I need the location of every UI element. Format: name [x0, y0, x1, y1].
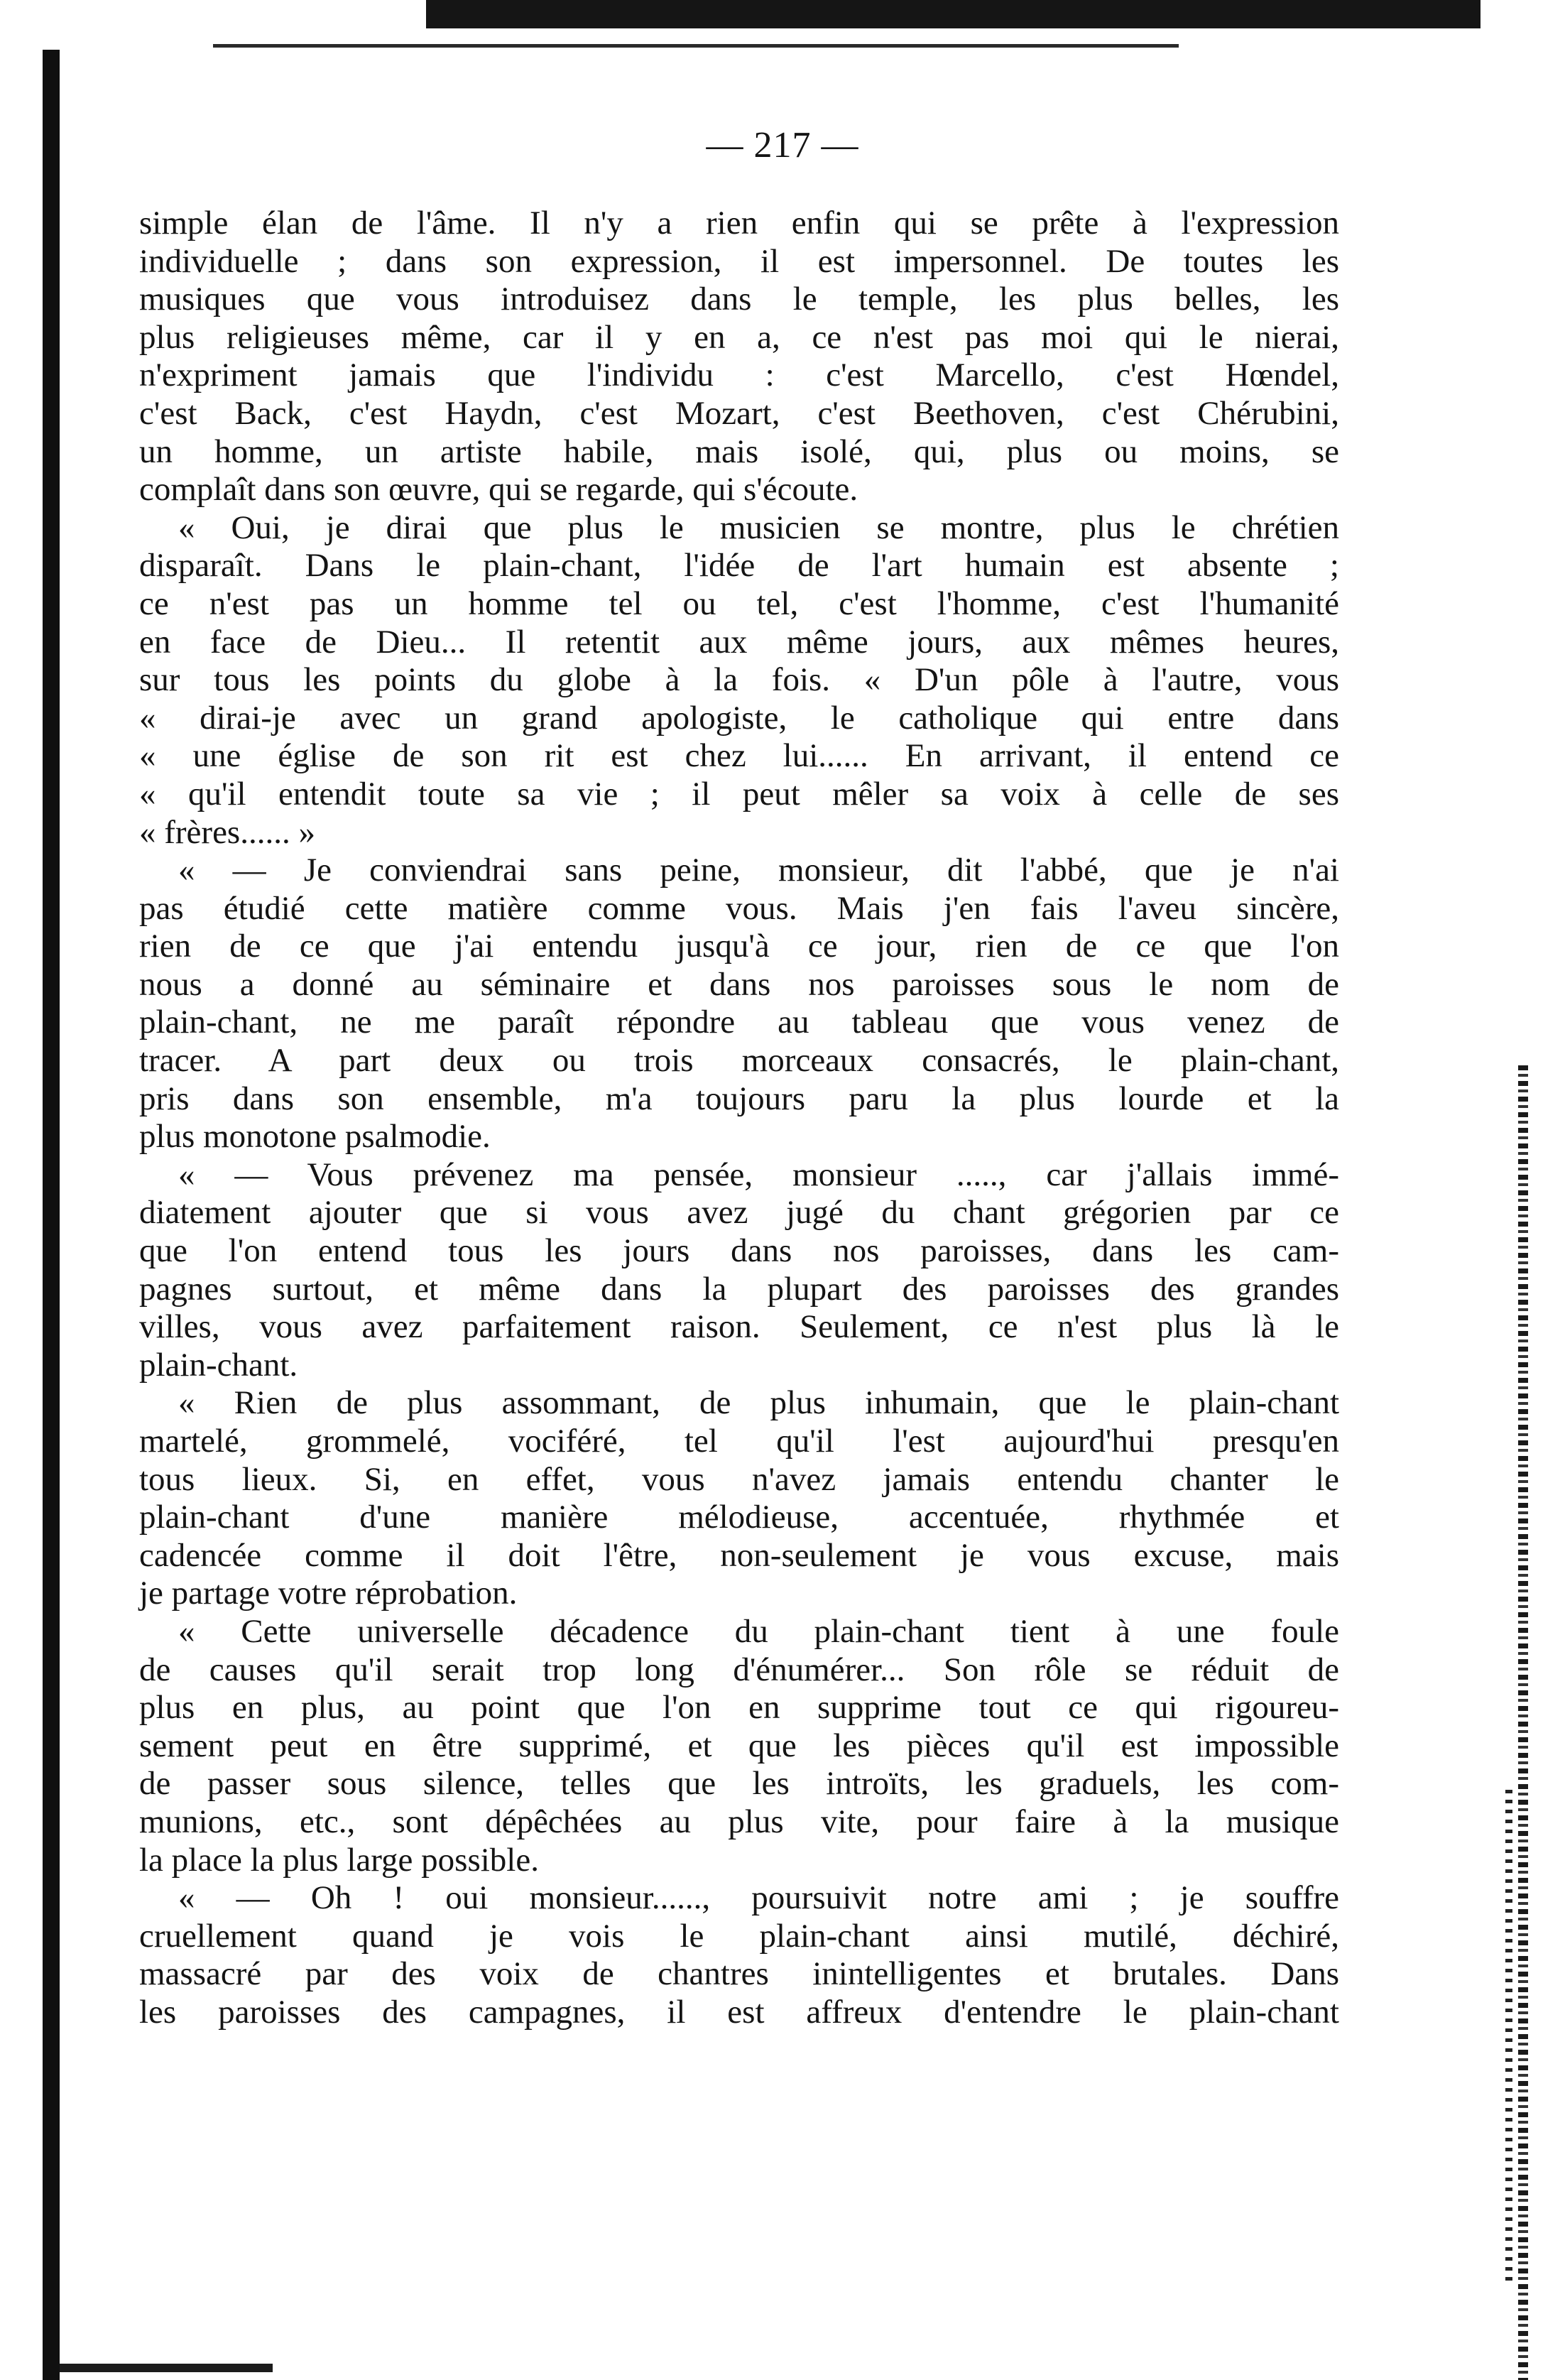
text-line: « — Vous prévenez ma pensée, monsieur ....., car j'allais immé-	[178, 1156, 1339, 1193]
text-line: je partage votre réprobation.	[139, 1575, 518, 1612]
text-line: martelé, grommelé, vociféré, tel qu'il l'est aujourd'hui presqu'en	[139, 1423, 1339, 1460]
text-line: munions, etc., sont dépêchées au plus vite, pour faire à la musique	[139, 1803, 1339, 1840]
page-number: — 217 —	[706, 125, 859, 165]
text-line: plus monotone psalmodie.	[139, 1118, 491, 1156]
text-line: un homme, un artiste habile, mais isolé, qui, plus ou moins, se	[139, 433, 1339, 470]
text-line: « Oui, je dirai que plus le musicien se montre, plus le chrétien	[178, 509, 1339, 546]
text-line: plain-chant d'une manière mélodieuse, accentuée, rhythmée et	[139, 1499, 1339, 1536]
text-line: complaît dans son œuvre, qui se regarde, qui s'écoute.	[139, 471, 858, 509]
text-line: « — Oh ! oui monsieur......, poursuivit notre ami ; je souffre	[178, 1879, 1339, 1917]
text-line: c'est Back, c'est Haydn, c'est Mozart, c'est Beethoven, c'est Chérubini,	[139, 394, 1339, 432]
text-line: disparaît. Dans le plain-chant, l'idée de l'art humain est absente ;	[139, 547, 1339, 585]
text-line: la place la plus large possible.	[139, 1841, 539, 1879]
text-line: plain-chant, ne me paraît répondre au tableau que vous venez de	[139, 1004, 1339, 1041]
text-line: ce n'est pas un homme tel ou tel, c'est l'homme, c'est l'humanité	[139, 585, 1339, 622]
text-line: villes, vous avez parfaitement raison. Seulement, ce n'est plus là le	[139, 1308, 1339, 1346]
text-line: musiques que vous introduisez dans le temple, les plus belles, les	[139, 281, 1339, 318]
body-text	[139, 205, 1339, 2032]
text-line: cadencée comme il doit l'être, non-seulement je vous excuse, mais	[139, 1536, 1339, 1574]
text-line: diatement ajouter que si vous avez jugé du chant grégorien par ce	[139, 1194, 1339, 1232]
text-line: tous lieux. Si, en effet, vous n'avez jamais entendu chanter le	[139, 1460, 1339, 1498]
text-line: plain-chant.	[139, 1346, 298, 1384]
text-line: plus religieuses même, car il y en a, ce n'est pas moi qui le nierai,	[139, 318, 1339, 356]
text-line: simple élan de l'âme. Il n'y a rien enfin qui se prête à l'expression	[139, 205, 1339, 241]
text-line: cruellement quand je vois le plain-chant ainsi mutilé, déchiré,	[139, 1917, 1339, 1955]
text-line: « qu'il entendit toute sa vie ; il peut mêler sa voix à celle de ses	[139, 775, 1339, 813]
text-line: « Rien de plus assommant, de plus inhumain, que le plain-chant	[178, 1384, 1339, 1422]
text-line: en face de Dieu... Il retentit aux même jours, aux mêmes heures,	[139, 623, 1339, 661]
text-line: pris dans son ensemble, m'a toujours paru la plus lourde et la	[139, 1080, 1339, 1117]
text-line: « dirai-je avec un grand apologiste, le catholique qui entre dans	[139, 699, 1339, 737]
text-line: les paroisses des campagnes, il est affreux d'entendre le plain-chant	[139, 1993, 1339, 2031]
text-line: pas étudié cette matière comme vous. Mais j'en fais l'aveu sincère,	[139, 889, 1339, 927]
text-line: « frères...... »	[139, 813, 315, 851]
text-line: pagnes surtout, et même dans la plupart des paroisses des grandes	[139, 1270, 1339, 1308]
text-line: sement peut en être supprimé, et que les pièces qu'il est impossible	[139, 1727, 1339, 1764]
text-line: massacré par des voix de chantres inintelligentes et brutales. Dans	[139, 1955, 1339, 1993]
text-line: que l'on entend tous les jours dans nos paroisses, dans les cam-	[139, 1232, 1339, 1270]
text-line: rien de ce que j'ai entendu jusqu'à ce jour, rien de ce que l'on	[139, 928, 1339, 965]
text-line: individuelle ; dans son expression, il est impersonnel. De toutes les	[139, 242, 1339, 280]
left-binding-edge	[43, 50, 60, 2380]
text-line: sur tous les points du globe à la fois. « D'un pôle à l'autre, vous	[139, 661, 1339, 699]
top-scan-line	[213, 44, 1179, 48]
text-line: « — Je conviendrai sans peine, monsieur, dit l'abbé, que je n'ai	[178, 852, 1339, 889]
text-line: « Cette universelle décadence du plain-chant tient à une foule	[178, 1612, 1339, 1650]
right-scan-edge-inner	[1505, 1790, 1512, 2287]
text-line: « une église de son rit est chez lui...... En arrivant, il entend ce	[139, 737, 1339, 775]
text-line: n'expriment jamais que l'individu : c'est Marcello, c'est Hœndel,	[139, 357, 1339, 394]
text-line: de causes qu'il serait trop long d'énumérer... Son rôle se réduit de	[139, 1651, 1339, 1688]
top-scan-edge	[426, 0, 1481, 28]
text-line: tracer. A part deux ou trois morceaux consacrés, le plain-chant,	[139, 1042, 1339, 1080]
bottom-scan-edge	[60, 2364, 273, 2372]
text-line: de passer sous silence, telles que les introïts, les graduels, les com-	[139, 1765, 1339, 1803]
right-scan-edge	[1518, 1065, 1528, 2380]
text-line: plus en plus, au point que l'on en supprime tout ce qui rigoureu-	[139, 1689, 1339, 1727]
text-line: nous a donné au séminaire et dans nos paroisses sous le nom de	[139, 965, 1339, 1003]
